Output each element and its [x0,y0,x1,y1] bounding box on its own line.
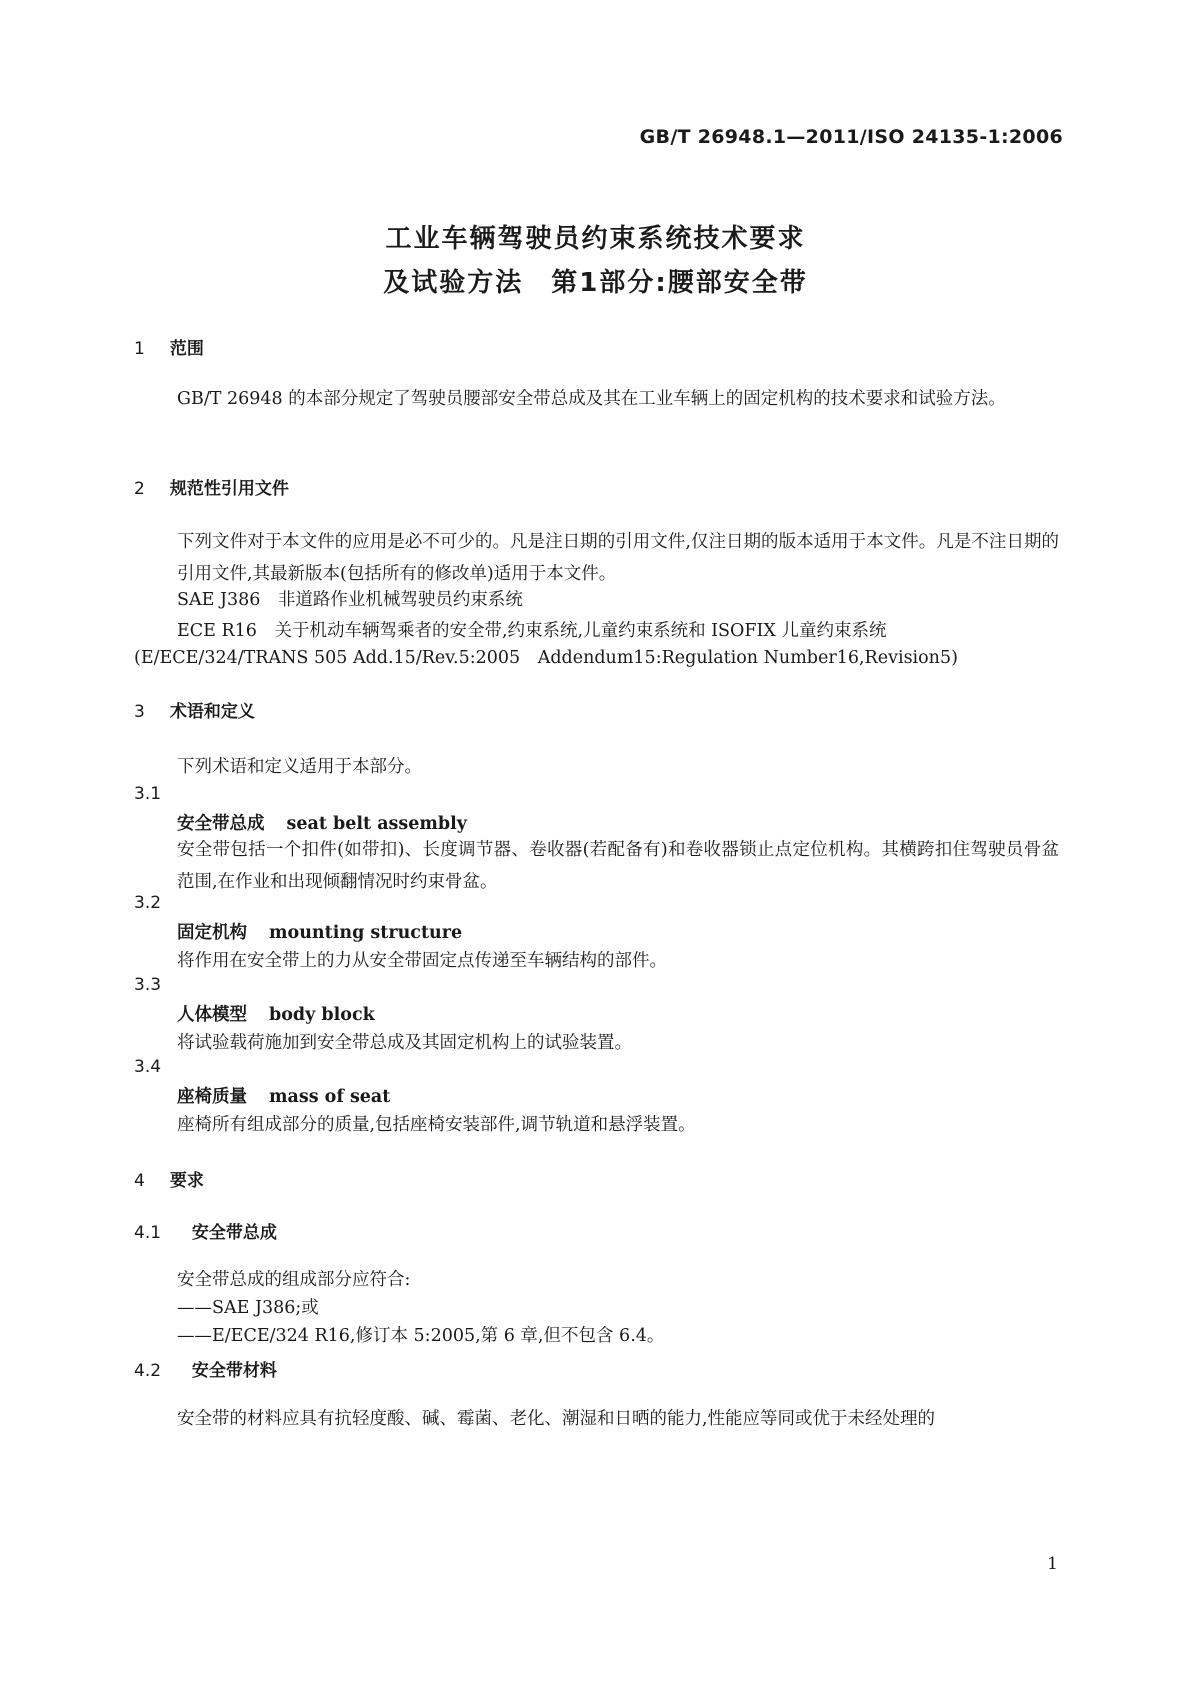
term-en: mounting structure [269,923,463,943]
term-definition: 将试验载荷施加到安全带总成及其固定机构上的试验装置。 [177,1033,632,1053]
standard-code: GB/T 26948.1—2011/ISO 24135-1:2006 [639,126,1063,148]
section-number: 4.2 [134,1361,162,1381]
reference-ece-r16-detail: (E/ECE/324/TRANS 505 Add.15/Rev.5:2005 Addendum15:Regulation Number16,Revision5) [134,648,958,668]
section-number: 4 [134,1171,145,1191]
section-number: 4.1 [134,1223,162,1243]
section-title: 规范性引用文件 [169,479,289,499]
term-zh: 人体模型 [177,1005,247,1025]
term-heading [177,1001,375,1026]
list-item: ——SAE J386;或 [177,1298,319,1318]
section-2-heading [134,474,289,499]
term-number: 3.4 [134,1057,162,1077]
section-number: 1 [134,339,145,359]
section-title: 安全带总成 [191,1223,277,1243]
section-3-intro: 下列术语和定义适用于本部分。 [177,757,422,777]
section-4-heading [134,1166,204,1191]
term-zh: 固定机构 [177,923,247,943]
section-4-1-intro: 安全带总成的组成部分应符合: [177,1270,411,1290]
term-heading [177,810,467,835]
section-number: 3 [134,702,145,722]
term-heading [177,1083,390,1108]
section-2-body: 下列文件对于本文件的应用是必不可少的。凡是注日期的引用文件,仅注日期的版本适用于本文件。凡是不注日期的引用文件,其最新版本(包括所有的修改单)适用于本文件。 [177,532,1059,584]
term-en: body block [269,1005,375,1025]
term-en: seat belt assembly [286,814,467,834]
section-4-2-heading [134,1356,277,1381]
term-number: 3.1 [134,784,162,804]
term-zh: 安全带总成 [177,814,265,834]
section-title: 术语和定义 [169,702,255,722]
section-number: 2 [134,479,145,499]
section-1-heading [134,334,204,359]
page-number: 1 [1047,1554,1058,1574]
section-4-2-body: 安全带的材料应具有抗轻度酸、碱、霉菌、老化、潮湿和日晒的能力,性能应等同或优于未经处理的 [177,1409,936,1429]
term-definition: 安全带包括一个扣件(如带扣)、长度调节器、卷收器(若配备有)和卷收器锁止点定位机构。其横跨扣住驾驶员骨盆范围,在作业和出现倾翻情况时约束骨盆。 [177,840,1059,892]
document-title-line-1: 工业车辆驾驶员约束系统技术要求 [385,224,806,254]
section-4-1-heading [134,1218,277,1243]
section-1-body: GB/T 26948 的本部分规定了驾驶员腰部安全带总成及其在工业车辆上的固定机构的技术要求和试验方法。 [177,389,1006,409]
term-number: 3.2 [134,893,162,913]
term-heading [177,919,462,944]
term-en: mass of seat [269,1087,391,1107]
section-3-heading [134,697,255,722]
section-title: 要求 [169,1171,204,1191]
reference-sae-j386: SAE J386 非道路作业机械驾驶员约束系统 [177,590,523,610]
document-title-line-2: 及试验方法 第1部分:腰部安全带 [383,268,808,298]
term-number: 3.3 [134,975,162,995]
list-item: ——E/ECE/324 R16,修订本 5:2005,第 6 章,但不包含 6.4。 [177,1326,665,1346]
term-definition: 座椅所有组成部分的质量,包括座椅安装部件,调节轨道和悬浮装置。 [177,1115,696,1135]
section-title: 安全带材料 [191,1361,277,1381]
term-zh: 座椅质量 [177,1087,247,1107]
term-definition: 将作用在安全带上的力从安全带固定点传递至车辆结构的部件。 [177,951,667,971]
reference-ece-r16: ECE R16 关于机动车辆驾乘者的安全带,约束系统,儿童约束系统和 ISOFIX 儿童约束系统 [177,621,887,641]
section-title: 范围 [169,339,204,359]
